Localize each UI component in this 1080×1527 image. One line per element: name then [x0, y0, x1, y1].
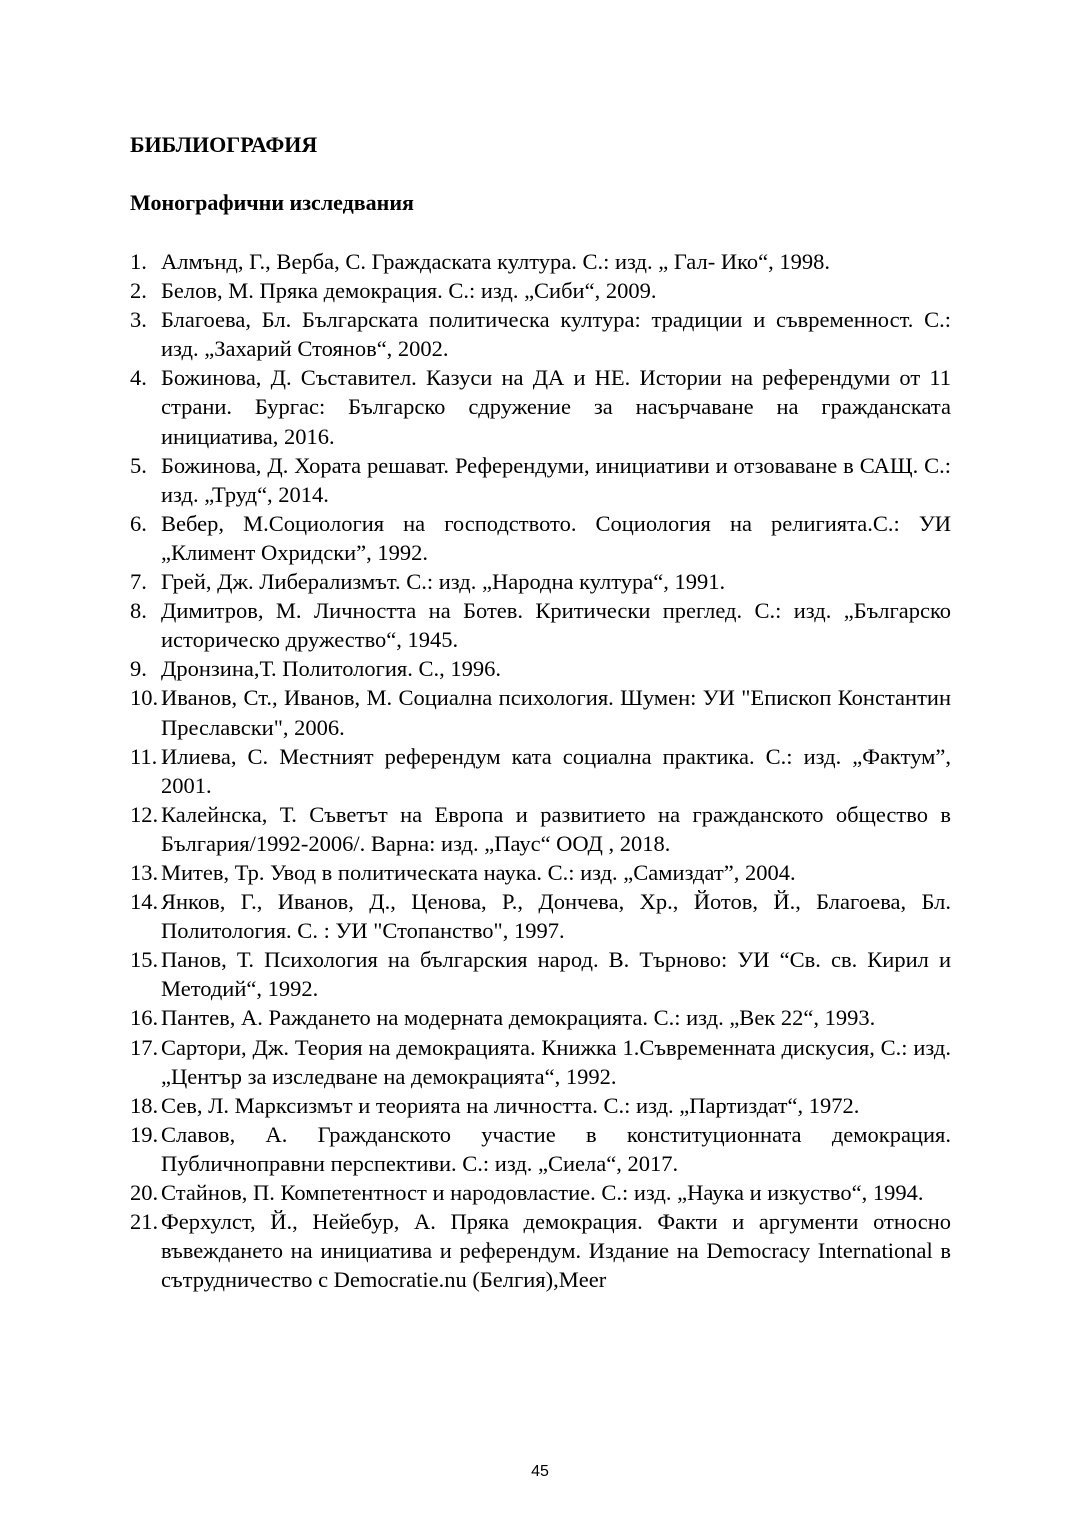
entry-text: Димитров, М. Личността на Ботев. Критически преглед. С.: изд. „Българско историческо дружество“, 1945. [161, 598, 951, 653]
bibliography-list [130, 247, 951, 1294]
entry-number: 4. [130, 365, 147, 391]
bibliography-entry [130, 683, 951, 741]
entry-number: 20. [130, 1180, 159, 1205]
bibliography-entry [130, 596, 951, 654]
entry-text: Алмънд, Г., Верба, С. Граждаската култура. С.: изд. „ Гал- Ико“, 1998. [161, 249, 830, 274]
entry-text: Пантев, А. Раждането на модерната демокрацията. С.: изд. „Век 22“, 1993. [161, 1005, 876, 1031]
entry-text: Панов, Т. Психология на българския народ. В. Търново: УИ “Св. св. Кирил и Методий“, 1992. [161, 947, 951, 1002]
entry-number: 1. [130, 249, 147, 274]
entry-number: 15. [130, 947, 159, 973]
bibliography-entry [130, 1003, 951, 1032]
entry-text: Митев, Тр. Увод в политическата наука. С.: изд. „Самиздат”, 2004. [161, 859, 796, 885]
entry-text: Благоева, Бл. Българската политическа култура: традиции и съвременност. С.: изд. „Захарий Стоянов“, 2002. [161, 307, 951, 362]
bibliography-entry [130, 276, 951, 305]
entry-number: 17. [130, 1034, 159, 1060]
entry-number: 8. [130, 598, 147, 624]
bibliography-entry [130, 451, 951, 509]
bibliography-heading: БИБЛИОГРАФИЯ [130, 132, 318, 157]
entry-text: Янков, Г., Иванов, Д., Ценова, Р., Дончева, Хр., Йотов, Й., Благоева, Бл. Политология. С. : УИ "Стопанство", 1997. [161, 889, 951, 944]
entry-number: 11. [130, 743, 158, 769]
entry-text: Ферхулст, Й., Нейебур, А. Пряка демокрация. Факти и аргументи относно въвеждането на инициатива и референдум. Издание на Democracy International в сътрудничество с Democratie.nu (Белгия),Meer [161, 1209, 951, 1293]
bibliography-entry [130, 1178, 951, 1207]
entry-number: 14. [130, 889, 159, 915]
entry-number: 16. [130, 1005, 159, 1031]
entry-number: 13. [130, 859, 159, 885]
entry-text: Стайнов, П. Компетентност и народовластие. С.: изд. „Наука и изкуство“, 1994. [161, 1180, 924, 1205]
bibliography-entry [130, 887, 951, 945]
entry-text: Дронзина,Т. Политология. С., 1996. [161, 656, 502, 682]
bibliography-entry [130, 305, 951, 363]
entry-number: 21. [130, 1209, 159, 1235]
entry-text: Божинова, Д. Съставител. Казуси на ДА и НЕ. Истории на референдуми от 11 страни. Бургас: Българско сдружение за насърчаване на гражданската инициатива, 2016. [161, 365, 951, 449]
bibliography-entry [130, 1120, 951, 1178]
bibliography-entry [130, 1207, 951, 1294]
bibliography-entry [130, 363, 951, 450]
entry-text: Вебер, М.Социология на господството. Социология на религията.С.: УИ „Климент Охридски”, 1992. [161, 510, 951, 565]
entry-number: 7. [130, 569, 147, 595]
entry-text: Сев, Л. Марксизмът и теорията на личността. С.: изд. „Партиздат“, 1972. [161, 1092, 860, 1118]
bibliography-entry [130, 742, 951, 800]
entry-number: 2. [130, 278, 147, 304]
bibliography-entry [130, 654, 951, 683]
entry-number: 6. [130, 510, 147, 536]
entry-text: Калейнска, Т. Съветът на Европа и развитието на гражданското общество в България/1992-2006/. Варна: изд. „Паус“ ООД , 2018. [161, 801, 951, 856]
entry-text: Грей, Дж. Либерализмът. С.: изд. „Народна култура“, 1991. [161, 569, 726, 595]
entry-number: 10. [130, 685, 159, 711]
entry-text: Божинова, Д. Хората решават. Референдуми, инициативи и отзоваване в САЩ. С.: изд. „Труд“, 2014. [161, 452, 951, 507]
entry-text: Славов, А. Гражданското участие в конституционната демокрация. Публичноправни перспективи. С.: изд. „Сиела“, 2017. [161, 1121, 951, 1176]
entry-number: 12. [130, 801, 159, 827]
entry-number: 5. [130, 452, 147, 478]
bibliography-entry [130, 567, 951, 596]
entry-text: Илиева, С. Местният референдум ката социална практика. С.: изд. „Фактум”, 2001. [161, 743, 951, 798]
entry-text: Белов, М. Пряка демокрация. С.: изд. „Сиби“, 2009. [161, 278, 657, 304]
entry-number: 18. [130, 1092, 159, 1118]
bibliography-entry [130, 509, 951, 567]
entry-number: 9. [130, 656, 147, 682]
entry-text: Сартори, Дж. Теория на демокрацията. Книжка 1.Съвременната дискусия, С.: изд. „Център за изследване на демокрацията“, 1992. [161, 1034, 951, 1089]
bibliography-entry [130, 1091, 951, 1120]
bibliography-entry [130, 1033, 951, 1091]
bibliography-entry [130, 247, 951, 276]
page-number: 45 [531, 1463, 549, 1480]
bibliography-entry [130, 800, 951, 858]
bibliography-entry [130, 945, 951, 1003]
entry-text: Иванов, Ст., Иванов, М. Социална психология. Шумен: УИ "Епископ Константин Преславски", 2006. [161, 685, 951, 740]
entry-number: 3. [130, 307, 147, 333]
bibliography-entry [130, 858, 951, 887]
entry-number: 19. [130, 1121, 159, 1147]
section-heading: Монографични изследвания [130, 190, 414, 215]
